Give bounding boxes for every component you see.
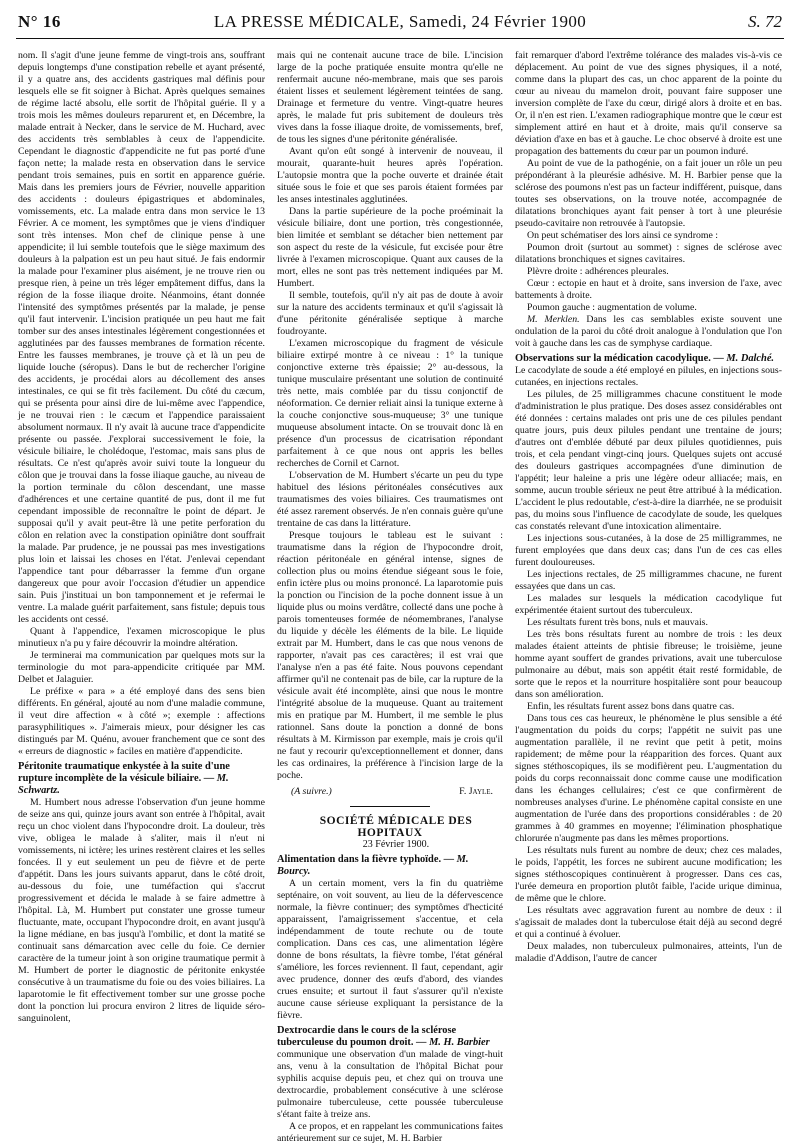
paragraph: fait remarquer d'abord l'extrême tolérance des malades vis-à-vis ce déplacement. Au point de vue des signes physiques, il a noté, comme dans la plupart des cas, un choc apparent de la pointe du cœur au niveau du mamelon droit, pouvant faire supposer une inversion complète de l'axe du cœur, dirigé alors à droite et en bas. Or, il n'en est rien. L'examen radiographique montre que le cœur est simplement attiré en haut et à droite, mais qu'il conserve sa déviation d'axe en bas et à gauche. Le choc observé à droite est une propagation des battements du cœur par un poumon induré. <box>515 50 782 157</box>
syndrome-item: Plèvre droite : adhérences pleurales. <box>527 266 669 277</box>
heading-title: Péritonite traumatique enkystée à la suite d'une rupture incomplète de la vésicule biliaire. — <box>18 761 230 784</box>
paragraph <box>515 314 782 350</box>
heading-author: M. Bourcy. <box>277 854 469 877</box>
section-title: SOCIÉTÉ MÉDICALE DES HOPITAUX <box>319 815 473 839</box>
paragraph: Dans tous ces cas heureux, le phénomène le plus sensible a été l'augmentation du poids du corps; l'appétit ne suivit pas une augmentation parallèle, il ne revint que petit à petit, moins rapidement; de même pour la réapparition des forces. Quant aux signes stéthoscopiques, ils se modifièrent peu. L'augmentation du poids du corps reconnaissait donc comme cause une modification dans les échanges cellulaires; c'est ce que confirmèrent de nombreuses analyses d'urine. Le phénomène capital consiste en une augmentation de l'urée dans des proportions considérables : de 20 grammes à 40 grammes en moyenne; l'élimination phosphatique chlorurée n'augmente pas dans les mêmes proportions. <box>515 713 782 844</box>
heading-title: Observations sur la médication cacodylique. — <box>515 353 724 364</box>
paragraph: Le cacodylate de soude a été employé en pilules, en injections sous-cutanées, en injections rectales. <box>515 365 782 388</box>
page-number: S. 72 <box>748 12 782 31</box>
section-date: 23 Février 1900. <box>362 839 430 850</box>
paragraph: Il semble, toutefois, qu'il n'y ait pas de doute à avoir sur la nature des accidents terminaux et qu'il s'agissait là d'une péritonite généralisée septique à marche foudroyante. <box>277 290 503 337</box>
paragraph: nom. Il s'agit d'une jeune femme de vingt-trois ans, souffrant depuis longtemps d'une constipation rebelle et ayant présenté, il y a quatre ans, des accidents gastriques mal définis pour lesquels elle se fit soigner à Bichat. Après quelques semaines de régime lacté absolu, elle sortit de l'hôpital guérie. Il y a trois mois les mêmes douleurs reparurent et, en Décembre, la malade entrait à Necker, dans le service de M. Huchard, avec des accidents très semblables à ceux de l'appendicite. Cependant le diagnostic d'appendicite ne fut pas porté d'une façon nette; la malade resta en observation dans le service pendant trois semaines, puis en sortit en apparence guérie. Mais dans les premiers jours de Février, nouvelle apparition des accidents : douleurs épigastriques et abdominales, vomissements, etc. La malade entra dans mon service le 13 Février. A ce moment, les symptômes que je viens d'indiquer sont très intenses. Mon chef de clinique pense à une appendicite; il lui semble toutefois que le siège maximum des douleurs à la palpation est un peu haut situé. Je fais endormir la malade pour l'examiner plus aisément, je ne trouve rien ou presque rien, à peine un très léger empâtement diffus, dans la région de la fosse iliaque droite. Néanmoins, étant donnée l'intensité des symptômes présentés par la malade, je pense qu'il faut intervenir. L'incision pratiquée un peu haut me fait tomber sur des anses intestinales légèrement congestionnées et agglutinées par des fausses membranes de formation récente. Entre les fausses membranes, je trouve çà et là un peu de liquide louche (séropus). Dans le but de rechercher l'origine des accidents, je procédai alors au décollement des anses intestinales, ce qui se fit très facilement. Du côté du cæcum, qui se présenta pour ainsi dire de lui-même avec l'appendice, je ne trouvai rien : le cæcum et l'appendice paraissaient absolument normaux. Il n'y avait là aucune trace d'appendicite présente ou passée. J'explorai successivement le foie, la vésicule biliaire, le cholédoque, l'estomac, mais sans plus de résultats. Ce n'est qu'après avoir suivi toute la longueur du côlon que je trouvai dans la fosse iliaque gauche, au niveau de la portion terminale du côlon descendant, une masse d'adhérences et une certaine quantité de pus, dont il me fut cependant impossible de reconnaître le point de départ. Je supposai qu'il y avait peut-être là une petite perforation du côlon en relation avec la constipation opiniâtre dont souffrait la malade. Par prudence, je ne poussai pas mes investigations plus loin et laissai les choses en l'état. J'enlevai cependant l'appendice tant pour débarrasser la femme d'un organe dangereux que pour avoir l'occasion d'étudier un appendice sain. Puis j'instituai un bon tamponnement et je refermai le ventre. La malade guérit parfaitement, sans fistule; depuis tous les accidents ont cessé. <box>18 50 265 625</box>
section-divider <box>350 806 430 807</box>
masthead-title: LA PRESSE MÉDICALE, Samedi, 24 Février 1900 <box>213 12 587 31</box>
heading-author: M. Dalché. <box>726 353 775 364</box>
paragraph: Les très bons résultats furent au nombre de trois : les deux malades étaient atteints de phtisie fibreuse; le troisième, jeune homme ayant souffert de grandes privations, avait une tuberculose pulmonaire au début, mais son appétit était resté formidable, de sorte que le repos et la nourriture hospitalière sont pour beaucoup dans son amélioration. <box>515 629 782 700</box>
column-right <box>515 50 782 1130</box>
issue-number: N° 16 <box>18 12 61 31</box>
author-signature: F. Jayle. <box>459 786 493 797</box>
paragraph: A un certain moment, vers la fin du quatrième septénaire, on voit souvent, au lieu de la défervescence normale, la fièvre continuer; des symptômes d'hecticité apparaissent, l'amaigrissement s'accentue, et cela indépendamment de toute rechute ou de toute complication. Dans ces cas, une alimentation légère donne de bons résultats, la fièvre tombe, l'état général s'améliore, les forces reviennent. Il faut, cependant, agir avec prudence, donner des œufs d'abord, des viandes crues ensuite; et surtout il faut s'assurer qu'il n'existe aucune cause sérieuse expliquant la persistance de la fièvre. <box>277 878 503 1021</box>
article-heading <box>515 353 782 365</box>
paragraph: Je terminerai ma communication par quelques mots sur la terminologie du mot para-appendicite critiquée par MM. Delbet et Jalaguier. <box>18 650 265 685</box>
paragraph: Le préfixe « para » a été employé dans des sens bien différents. En général, ajouté au nom d'une maladie commune, il veut dire affection « à côté »; exemple : affections parasyphilitiques ». J'aimerais mieux, pour désigner les cas distingués par M. Quénu, avouer franchement que ce sont des « erreurs de diagnostic » faciles en matière d'appendicite. <box>18 686 265 757</box>
paragraph: On peut schématiser des lors ainsi ce syndrome : <box>527 230 718 241</box>
syndrome-item: Cœur : ectopie en haut et à droite, sans inversion de l'axe, avec battements à droite. <box>515 278 782 301</box>
paragraph-text: Dans les cas semblables existe souvent une ondulation de la paroi du côté droit analogue à l'ondulation que l'on voit à gauche dans les cas de symphyse cardiaque. <box>515 314 782 349</box>
heading-title: Dextrocardie dans le cours de la sclérose tuberculeuse du poumon droit. — <box>277 1025 457 1048</box>
article-heading <box>18 761 265 797</box>
column-middle <box>277 50 503 1144</box>
paragraph: Les résultats avec aggravation furent au nombre de deux : il s'agissait de malades dont la tuberculose était déjà au second degré et qui a continué à évoluer. <box>515 905 782 940</box>
article-heading <box>277 854 503 878</box>
page-header <box>16 6 784 39</box>
heading-title: Alimentation dans la fièvre typhoïde. — <box>277 854 455 865</box>
heading-author: M. H. Barbier <box>429 1037 490 1048</box>
paragraph: Les malades sur lesquels la médication cacodylique fut expérimentée étaient surtout des tuberculeux. <box>515 593 782 616</box>
paragraph: M. Humbert nous adresse l'observation d'un jeune homme de seize ans qui, quinze jours avant son entrée à l'hôpital, avait reçu un choc violent dans l'hypocondre droit. La douleur, très vive, obligea le malade à s'aliter, mais il n'eut ni vomissements, ni ictère; les urines restèrent claires et les selles foncées. Il y eut seulement un peu de fièvre et de perte d'appétit. Dans les jours suivants apparut, dans le côté droit, au-dessous du foie, une tuméfaction qui s'accrut progressivement et décida le malade à se faire admettre à l'hôpital. Là, M. Humbert put constater une grosse tumeur fluctuante, mate, occupant l'hypocondre droit, en avant jusqu'à la ligne médiane, en bas jusqu'à l'ombilic, et dont la matité se continuait sans démarcation avec celle du foie. Ce dernier caractère de la tumeur joint à son origine traumatique permit à M. Humbert de porter le diagnostic de péritonite enkystée consécutive à un traumatisme du foie ou des voies biliaires. La laparotomie le fit effectivement tomber sur une grosse poche dont la ponction lui procura environ 2 litres de liquide séro-sanguinolent, <box>18 797 265 1024</box>
heading-author: M. Schwartz. <box>18 773 229 796</box>
speaker-name: M. Merklen. <box>527 314 580 325</box>
paragraph: Au point de vue de la pathogénie, on a fait jouer un rôle un peu prépondérant à la pleurésie adhésive. M. H. Barbier pense que la sclérose des poumons n'est pas un facteur indifférent, puisque, dans toutes ses observations, on la trouve notée, accompagnée de dilatations bronchiques ayant fait penser à tort à une pleurésie pseudo-cavitaire non retrouvée à l'autopsie. <box>515 158 782 229</box>
column-left <box>18 50 265 1130</box>
paragraph: Dans la partie supérieure de la poche proéminait la vésicule biliaire, dont une portion, très congestionnée, bien limitée et semblant se détacher bien nettement par son aspect du reste de la vésicule, fut excisée pour être livrée à l'examen microscopique. Quant aux causes de la mort, elles ne sont pas très nettement indiquées par M. Humbert. <box>277 206 503 289</box>
paragraph: Avant qu'on eût songé à intervenir de nouveau, il mourait, quarante-huit heures après l'opération. L'autopsie montra que la poche ouverte et drainée était située sous le foie et que ses parois étaient formées par les anses intestinales agglutinées. <box>277 146 503 205</box>
syndrome-item: Poumon droit (surtout au sommet) : signes de sclérose avec dilatations bronchiques et signes cavitaires. <box>515 242 782 265</box>
to-be-continued: (A suivre.) <box>291 786 332 797</box>
paragraph: Les injections sous-cutanées, à la dose de 25 milligrammes, ne furent employées que dans deux cas; dans l'un de ces cas elles furent douloureuses. <box>515 533 782 568</box>
paragraph: Enfin, les résultats furent assez bons dans quatre cas. <box>527 701 735 712</box>
paragraph: communique une observation d'un malade de vingt-huit ans, venu à la consultation de l'hôpital Bichat pour syphilis acquise depuis peu, et chez qui on trouva une dextrocardie, probablement consécutive à une sclérose pulmonaire tuberculeuse, cette poussée tuberculeuse s'étant faite à treize ans. <box>277 1049 503 1120</box>
paragraph: Les résultats furent très bons, nuls et mauvais. <box>527 617 708 628</box>
paragraph: Les pilules, de 25 milligrammes chacune constituent le mode d'administration le plus pratique. Des doses assez considérables ont été données : certains malades ont pris une de ces pilules pendant quatre jours, puis deux pilules pendant une trentaine de jours; d'autres ont d'emblée débuté par deux pilules quotidiennes, puis trois, et cela pendant vingt-cinq jours. Quelques sujets ont accusé des douleurs gastriques accompagnées d'une diminution de l'appétit; leur haleine a pris une légère odeur alliacée; mais, en somme, aucun trouble sérieux ne peut être attribué à la médication. L'accident le plus redoutable, c'est-à-dire la diarrhée, ne se produisit pas, du moins sous l'influence de cacodylate de soude, les quelques cas constatés relevant d'une intoxication alimentaire. <box>515 389 782 532</box>
paragraph: Presque toujours le tableau est le suivant : traumatisme dans la région de l'hypocondre droit, réaction péritonéale en général intense, signes de collection plus ou moins étendue siégeant sous le foie, enfin ictère plus ou moins prononcé. La laparotomie puis la ponction ou l'incision de la poche donnent issue à un liquide plus ou moins verdâtre, collecté dans une poche à parois tomenteuses formée de néomembranes, l'analyse du liquide y décèle les éléments de la bile. Le liquide extrait par M. Humbert, dans le cas que nous venons de rapporter, n'avait pas ces caractères; il est vrai que l'analyse n'en a pas été faite. Nous pouvons cependant affirmer qu'il ne contenait pas de bile, car la rupture de la vésicule avait été incomplète, ainsi que nous le montre l'intégrité absolue de la muqueuse. Quant au traitement mis en pratique par M. Humbert, il me semble le plus rationnel. Sans doute la ponction a donné de bons résultats à M. Kirmisson par exemple, mais je crois qu'il ne faut y recourir qu'exceptionnellement et donner, dans les cas ordinaires, la préférence à l'incision large de la poche. <box>277 530 503 781</box>
paragraph: Deux malades, non tuberculeux pulmonaires, atteints, l'un de maladie d'Addison, l'autre de cancer <box>515 941 782 964</box>
paragraph: Quant à l'appendice, l'examen microscopique le plus minutieux n'a pu y faire découvrir la moindre altération. <box>18 626 265 649</box>
article-heading <box>277 1025 503 1049</box>
paragraph: Les injections rectales, de 25 milligrammes chacune, ne furent essayées que dans un cas. <box>515 569 782 592</box>
paragraph: L'examen microscopique du fragment de vésicule biliaire extirpé montre à ce niveau : 1° la tunique conjonctive externe très épaissie; 2° au-dessous, la tunique musculaire présentant une solution de continuité très nette, mais comblée par du tissu conjonctif de néoformation. Ce dernier reliait ainsi la tunique externe à la couche conjonctive sous-muqueuse; 3° une tunique muqueuse absolument intacte. On se trouvait donc là en présence d'un processus de cicatrisation répondant parfaitement à ce que nous ont appris les belles recherches de Cornil et Carnot. <box>277 338 503 469</box>
paragraph: mais qui ne contenait aucune trace de bile. L'incision large de la poche pratiquée ensuite montra qu'elle ne renfermait aucune néo-membrane, mais que ses parois étaient lisses et seulement légèrement teintées de sang. Drainage et fermeture du ventre. Vingt-quatre heures après, le malade fut pris subitement de douleurs très vives dans la fosse iliaque droite, de vomissements, bref, de tous les signes d'une péritonite généralisée. <box>277 50 503 145</box>
syndrome-item: Poumon gauche : augmentation de volume. <box>527 302 697 313</box>
paragraph: A ce propos, et en rappelant les communications faites antérieurement sur ce sujet, M. H. Barbier <box>277 1121 503 1144</box>
paragraph: Les résultats nuls furent au nombre de deux; chez ces malades, le poids, l'appétit, les forces ne subirent aucune modification; les signes stéthoscopiques continuèrent à progresser. Dans ces cas, l'urée demeura en proportion plutôt faible, l'acide urique diminua, de même que le chlore. <box>515 845 782 904</box>
paragraph: L'observation de M. Humbert s'écarte un peu du type habituel des lésions péritonéales consécutives aux traumatismes des voies biliaires. Ces traumatismes ont été assez rarement observés. Je n'en connais guère qu'une trentaine de cas dans la littérature. <box>277 470 503 529</box>
article-signature <box>277 786 503 798</box>
